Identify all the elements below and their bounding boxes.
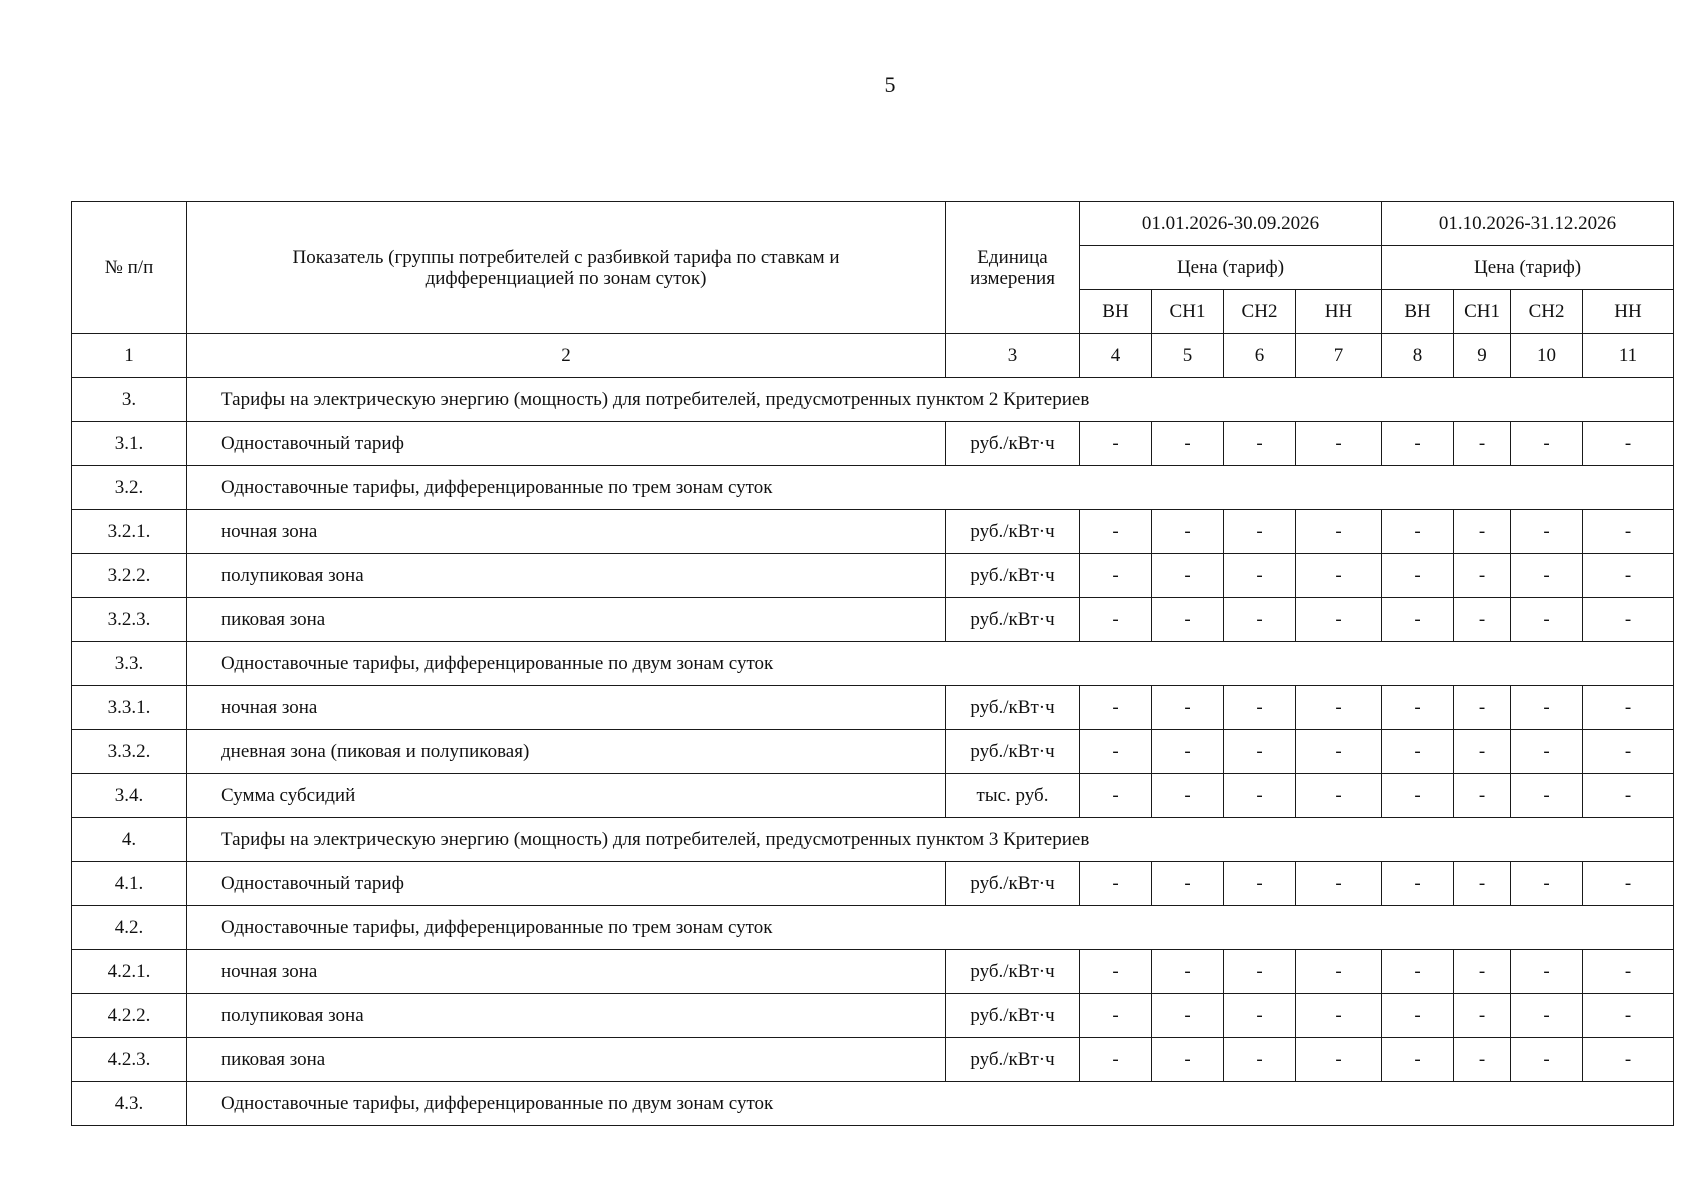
value-cell: - [1583,598,1674,642]
value-cell: - [1080,422,1152,466]
value-cell: - [1152,730,1224,774]
value-cell: - [1454,554,1511,598]
value-cell: - [1583,422,1674,466]
column-number: 4 [1080,334,1152,378]
value-cell: - [1382,510,1454,554]
value-cell: - [1296,994,1382,1038]
row-number: 4.1. [72,862,187,906]
header-price-1: Цена (тариф) [1080,246,1382,290]
section-label: Тарифы на электрическую энергию (мощность) для потребителей, предусмотренных пунктом 2 Критериев [187,378,1674,422]
table-row [72,950,1674,994]
value-cell: - [1511,730,1583,774]
header-num-col: № п/п [72,202,187,334]
header-voltage-level: СН2 [1224,290,1296,334]
value-cell: - [1224,422,1296,466]
table-row [72,774,1674,818]
value-cell: - [1080,510,1152,554]
header-voltage-level: ВН [1382,290,1454,334]
table-row [72,598,1674,642]
table-row [72,422,1674,466]
table-body [72,378,1674,1126]
value-cell: - [1382,686,1454,730]
value-cell: - [1583,950,1674,994]
section-row [72,818,1674,862]
value-cell: - [1080,598,1152,642]
unit-cell: руб./кВт·ч [946,950,1080,994]
value-cell: - [1511,510,1583,554]
table-row [72,1038,1674,1082]
value-cell: - [1296,686,1382,730]
header-row-periods [72,202,1674,246]
value-cell: - [1583,862,1674,906]
value-cell: - [1583,730,1674,774]
value-cell: - [1454,686,1511,730]
column-number: 11 [1583,334,1674,378]
indicator-label: ночная зона [187,510,946,554]
header-row-column-numbers [72,334,1674,378]
unit-cell: руб./кВт·ч [946,994,1080,1038]
unit-cell: руб./кВт·ч [946,686,1080,730]
value-cell: - [1511,554,1583,598]
column-number: 10 [1511,334,1583,378]
row-number: 4.3. [72,1082,187,1126]
value-cell: - [1296,730,1382,774]
value-cell: - [1080,730,1152,774]
column-number: 8 [1382,334,1454,378]
value-cell: - [1224,510,1296,554]
table-header [72,202,1674,378]
header-indicator-col: Показатель (группы потребителей с разбивкой тарифа по ставкам и дифференциацией по зонам суток) [187,202,946,334]
value-cell: - [1583,686,1674,730]
table-row [72,686,1674,730]
indicator-label: ночная зона [187,686,946,730]
value-cell: - [1296,510,1382,554]
column-number: 5 [1152,334,1224,378]
unit-cell: руб./кВт·ч [946,554,1080,598]
section-row [72,466,1674,510]
value-cell: - [1224,862,1296,906]
indicator-label: пиковая зона [187,598,946,642]
column-number: 6 [1224,334,1296,378]
value-cell: - [1152,422,1224,466]
header-voltage-level: ВН [1080,290,1152,334]
unit-cell: руб./кВт·ч [946,730,1080,774]
value-cell: - [1080,1038,1152,1082]
header-price-2: Цена (тариф) [1382,246,1674,290]
value-cell: - [1152,1038,1224,1082]
value-cell: - [1583,994,1674,1038]
value-cell: - [1511,994,1583,1038]
header-unit-col: Единица измерения [946,202,1080,334]
table-row [72,554,1674,598]
indicator-label: Одноставочный тариф [187,862,946,906]
header-voltage-level: СН1 [1152,290,1224,334]
unit-cell: руб./кВт·ч [946,862,1080,906]
indicator-label: пиковая зона [187,1038,946,1082]
value-cell: - [1454,994,1511,1038]
header-voltage-level: СН2 [1511,290,1583,334]
value-cell: - [1296,1038,1382,1082]
value-cell: - [1080,950,1152,994]
row-number: 4.2.2. [72,994,187,1038]
column-number: 1 [72,334,187,378]
column-number: 7 [1296,334,1382,378]
value-cell: - [1583,510,1674,554]
table-row [72,994,1674,1038]
row-number: 3.1. [72,422,187,466]
row-number: 4.2.3. [72,1038,187,1082]
tariff-table [71,201,1674,1126]
value-cell: - [1511,862,1583,906]
value-cell: - [1382,598,1454,642]
value-cell: - [1152,510,1224,554]
value-cell: - [1152,950,1224,994]
row-number: 4.2. [72,906,187,950]
value-cell: - [1511,950,1583,994]
value-cell: - [1583,774,1674,818]
value-cell: - [1382,950,1454,994]
section-label: Тарифы на электрическую энергию (мощность) для потребителей, предусмотренных пунктом 3 Критериев [187,818,1674,862]
value-cell: - [1583,554,1674,598]
unit-cell: руб./кВт·ч [946,598,1080,642]
row-number: 3.2.1. [72,510,187,554]
indicator-label: ночная зона [187,950,946,994]
section-label: Одноставочные тарифы, дифференцированные по двум зонам суток [187,1082,1674,1126]
header-voltage-level: СН1 [1454,290,1511,334]
unit-cell: руб./кВт·ч [946,510,1080,554]
row-number: 3.3. [72,642,187,686]
value-cell: - [1080,862,1152,906]
indicator-label: Одноставочный тариф [187,422,946,466]
page-number: 5 [884,72,896,97]
section-row [72,906,1674,950]
value-cell: - [1152,598,1224,642]
value-cell: - [1511,774,1583,818]
value-cell: - [1382,994,1454,1038]
header-period-2: 01.10.2026-31.12.2026 [1382,202,1674,246]
value-cell: - [1454,862,1511,906]
section-label: Одноставочные тарифы, дифференцированные по двум зонам суток [187,642,1674,686]
value-cell: - [1224,774,1296,818]
value-cell: - [1296,598,1382,642]
value-cell: - [1454,730,1511,774]
table-row [72,862,1674,906]
table-row [72,730,1674,774]
value-cell: - [1382,774,1454,818]
column-number: 9 [1454,334,1511,378]
value-cell: - [1152,994,1224,1038]
value-cell: - [1454,598,1511,642]
section-row [72,1082,1674,1126]
value-cell: - [1224,950,1296,994]
value-cell: - [1511,598,1583,642]
value-cell: - [1382,862,1454,906]
value-cell: - [1511,1038,1583,1082]
value-cell: - [1224,598,1296,642]
value-cell: - [1080,994,1152,1038]
value-cell: - [1296,950,1382,994]
value-cell: - [1152,554,1224,598]
value-cell: - [1583,1038,1674,1082]
value-cell: - [1080,774,1152,818]
column-number: 2 [187,334,946,378]
value-cell: - [1224,730,1296,774]
section-label: Одноставочные тарифы, дифференцированные по трем зонам суток [187,466,1674,510]
value-cell: - [1080,554,1152,598]
unit-cell: тыс. руб. [946,774,1080,818]
header-period-1: 01.01.2026-30.09.2026 [1080,202,1382,246]
section-row [72,642,1674,686]
value-cell: - [1296,862,1382,906]
header-voltage-level: НН [1583,290,1674,334]
header-voltage-level: НН [1296,290,1382,334]
value-cell: - [1224,554,1296,598]
value-cell: - [1382,554,1454,598]
row-number: 4. [72,818,187,862]
value-cell: - [1152,686,1224,730]
value-cell: - [1152,774,1224,818]
row-number: 3.2. [72,466,187,510]
section-row [72,378,1674,422]
row-number: 3.2.2. [72,554,187,598]
value-cell: - [1224,686,1296,730]
value-cell: - [1296,422,1382,466]
unit-cell: руб./кВт·ч [946,1038,1080,1082]
value-cell: - [1511,422,1583,466]
value-cell: - [1080,686,1152,730]
row-number: 4.2.1. [72,950,187,994]
row-number: 3. [72,378,187,422]
row-number: 3.3.2. [72,730,187,774]
value-cell: - [1454,950,1511,994]
value-cell: - [1454,774,1511,818]
value-cell: - [1296,774,1382,818]
row-number: 3.4. [72,774,187,818]
indicator-label: полупиковая зона [187,554,946,598]
value-cell: - [1511,686,1583,730]
value-cell: - [1454,422,1511,466]
indicator-label: дневная зона (пиковая и полупиковая) [187,730,946,774]
value-cell: - [1224,1038,1296,1082]
value-cell: - [1152,862,1224,906]
value-cell: - [1454,1038,1511,1082]
indicator-label: Сумма субсидий [187,774,946,818]
value-cell: - [1224,994,1296,1038]
value-cell: - [1382,1038,1454,1082]
table-row [72,510,1674,554]
section-label: Одноставочные тарифы, дифференцированные по трем зонам суток [187,906,1674,950]
row-number: 3.3.1. [72,686,187,730]
unit-cell: руб./кВт·ч [946,422,1080,466]
row-number: 3.2.3. [72,598,187,642]
value-cell: - [1296,554,1382,598]
value-cell: - [1382,730,1454,774]
column-number: 3 [946,334,1080,378]
indicator-label: полупиковая зона [187,994,946,1038]
value-cell: - [1454,510,1511,554]
value-cell: - [1382,422,1454,466]
